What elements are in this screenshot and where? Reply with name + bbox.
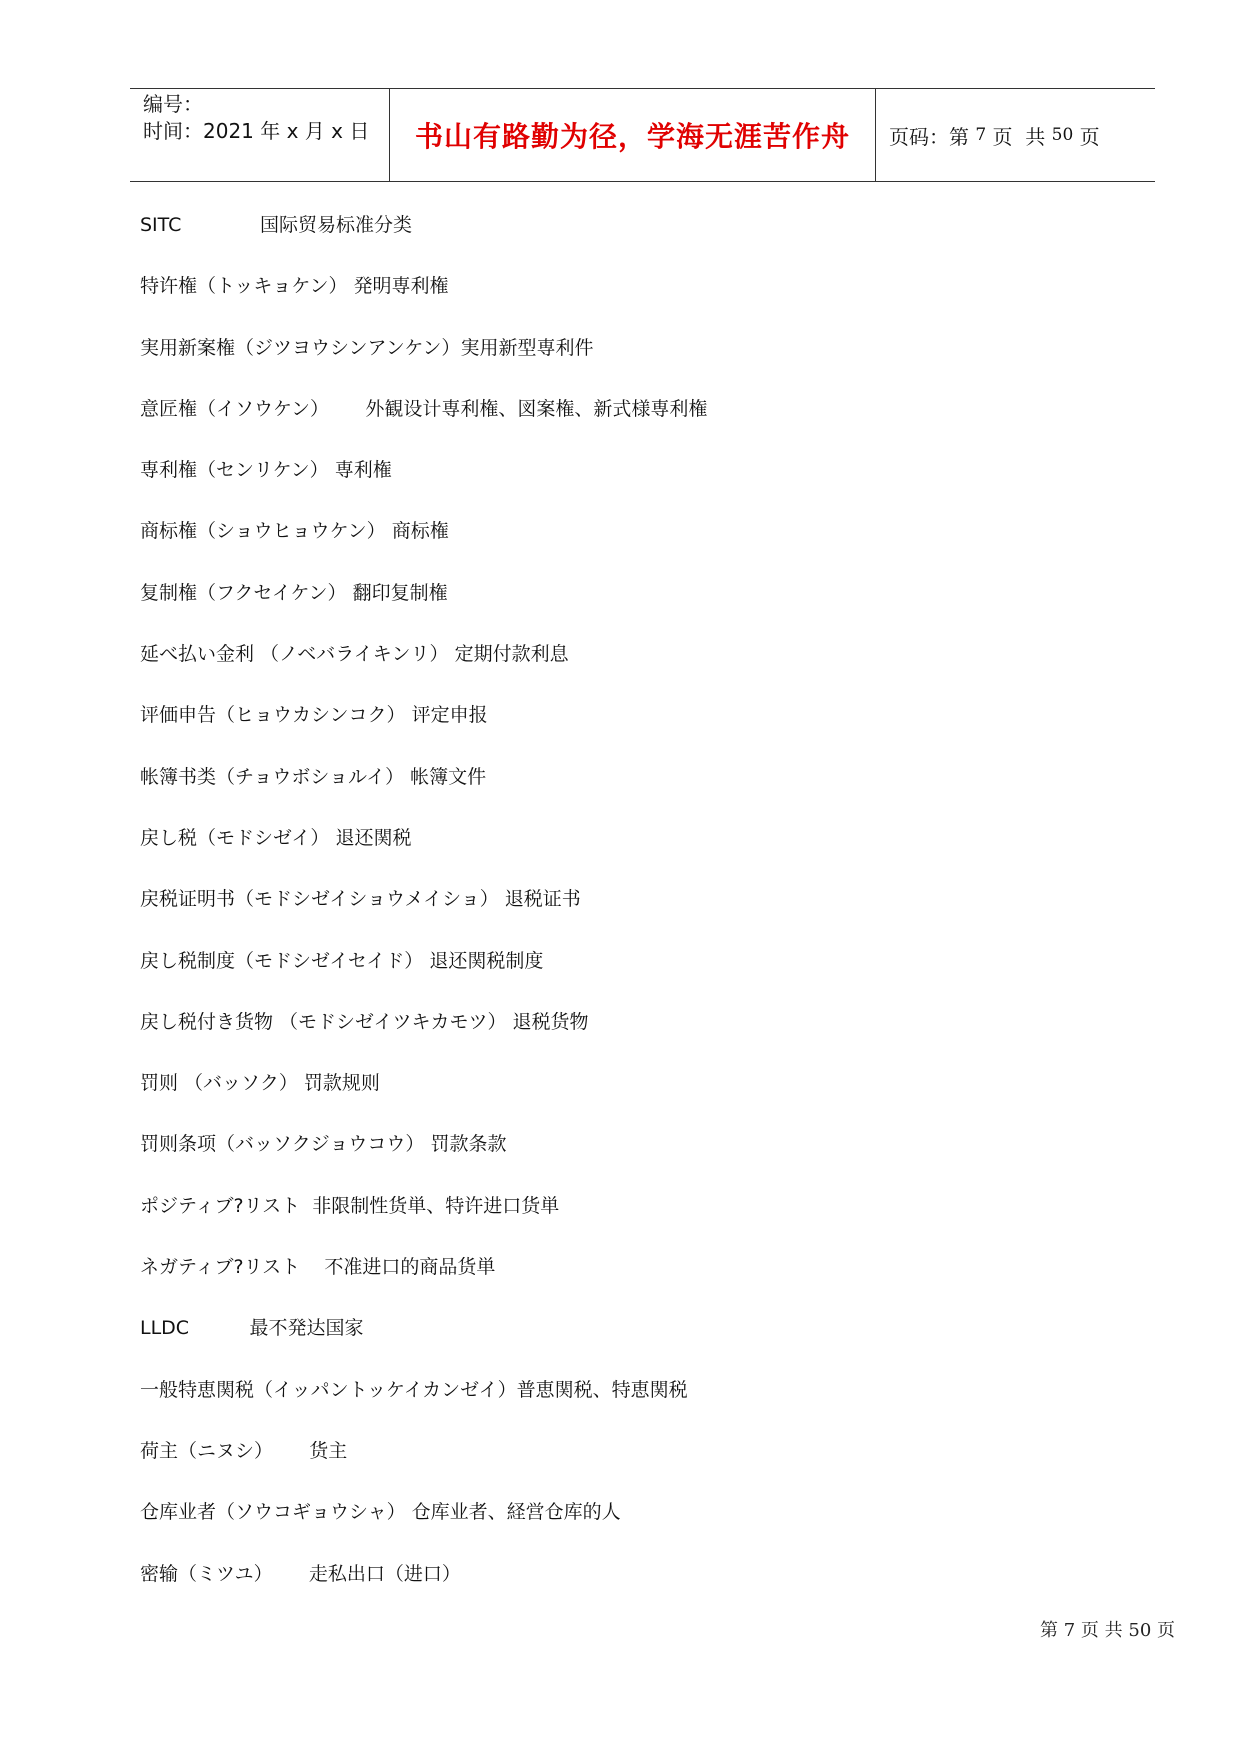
document-number-label: 编号： <box>143 92 203 116</box>
glossary-list <box>140 205 1140 1615</box>
entry-term: 罚则条项（バッソクジョウコウ） <box>140 1133 425 1156</box>
list-item <box>140 1247 1140 1308</box>
list-item <box>140 879 1140 940</box>
entry-term: ポジティブ?リスト <box>140 1194 301 1217</box>
entry-meaning: 罚款条款 <box>430 1133 507 1156</box>
entry-meaning: 非限制性货単、特许进口货単 <box>312 1194 560 1217</box>
entry-term: 戻税证明书（モドシゼイショウメイショ） <box>140 888 499 911</box>
list-item <box>140 1492 1140 1553</box>
entry-meaning: 外観设计専利権、図案権、新式様専利権 <box>365 397 708 420</box>
list-item <box>140 450 1140 511</box>
entry-spacer <box>273 1563 309 1585</box>
list-item <box>140 695 1140 756</box>
header-motto: 书山有路勤为径，学海无涯苦作舟 <box>390 89 876 181</box>
list-item <box>140 634 1140 695</box>
entry-term: 一般特恵関税（イッパントッケイカンゼイ） <box>140 1378 517 1401</box>
entry-meaning: 仓库业者、経営仓库的人 <box>411 1501 621 1524</box>
entry-spacer <box>329 398 365 420</box>
list-item <box>140 941 1140 1002</box>
entry-meaning: 评定申报 <box>411 704 488 727</box>
list-item <box>140 1308 1140 1369</box>
list-item <box>140 1431 1140 1492</box>
entry-spacer <box>273 1440 309 1462</box>
entry-meaning: 実用新型専利件 <box>460 336 594 359</box>
entry-term: 意匠権（イソウケン） <box>140 397 330 420</box>
list-item <box>140 266 1140 327</box>
entry-meaning: 罚款规则 <box>303 1072 380 1095</box>
entry-term: 延べ払い金利 （ノベバライキンリ） <box>140 643 449 666</box>
entry-term: 帐簿书类（チョウボショルイ） <box>140 765 405 788</box>
list-item <box>140 1186 1140 1247</box>
entry-term: LLDC <box>140 1317 190 1340</box>
entry-meaning: 翻印复制権 <box>352 581 448 604</box>
header-page-info <box>876 89 1155 181</box>
entry-meaning: 不准进口的商品货単 <box>324 1256 496 1279</box>
entry-term: 戻し税制度（モドシゼイセイド） <box>140 949 424 972</box>
list-item <box>140 389 1140 450</box>
entry-term: 実用新案権（ジツヨウシンアンケン） <box>140 336 461 359</box>
entry-term: 商标権（ショウヒョウケン） <box>140 520 386 543</box>
entry-meaning: 走私出口（进口） <box>308 1562 461 1585</box>
entry-meaning: 帐簿文件 <box>410 765 487 788</box>
entry-term: 特许権（トッキョケン） <box>140 275 348 298</box>
list-item <box>140 205 1140 266</box>
entry-term: 复制権（フクセイケン） <box>140 581 347 604</box>
entry-meaning: 最不発达国家 <box>249 1317 364 1340</box>
list-item <box>140 511 1140 572</box>
page-mid: 页 共 <box>986 124 1052 149</box>
entry-meaning: 発明専利権 <box>353 275 449 298</box>
entry-term: 密输（ミツユ） <box>140 1562 273 1585</box>
page-total: 50 <box>1051 125 1074 145</box>
entry-term: 戻し税付き货物 （モドシゼイツキカモツ） <box>140 1010 507 1033</box>
entry-spacer <box>300 1256 324 1278</box>
entry-term: 荷主（ニヌシ） <box>140 1439 274 1462</box>
entry-meaning: 専利権 <box>334 459 392 482</box>
list-item <box>140 1063 1140 1124</box>
list-item <box>140 757 1140 818</box>
entry-meaning: 退还関税 <box>335 826 412 849</box>
page-suffix: 页 <box>1073 124 1100 149</box>
page-header <box>130 88 1155 182</box>
entry-meaning: 商标権 <box>391 520 449 543</box>
entry-term: 仓库业者（ソウコギョウシャ） <box>140 1501 406 1524</box>
entry-spacer <box>181 214 260 236</box>
document-time-label: 时间：2021 年 x 月 x 日 <box>143 119 370 143</box>
header-meta-cell <box>130 89 390 181</box>
list-item <box>140 1124 1140 1185</box>
list-item <box>140 818 1140 879</box>
entry-meaning: 退税货物 <box>512 1010 589 1033</box>
entry-meaning: 定期付款利息 <box>454 643 569 666</box>
list-item <box>140 1554 1140 1615</box>
page-footer: 第 7 页 共 50 页 <box>1040 1620 1175 1641</box>
entry-term: 戻し税（モドシゼイ） <box>140 826 330 849</box>
entry-term: 罚则 （バッソク） <box>140 1072 298 1095</box>
list-item <box>140 573 1140 634</box>
entry-spacer <box>189 1317 249 1339</box>
page-prefix: 页码：第 <box>889 124 976 149</box>
entry-term: ネガティブ?リスト <box>140 1256 301 1279</box>
entry-meaning: 普恵関税、特恵関税 <box>516 1378 688 1401</box>
entry-term: 専利権（センリケン） <box>140 459 329 482</box>
list-item <box>140 1370 1140 1431</box>
entry-meaning: 退税证书 <box>504 888 581 911</box>
entry-meaning: 退还関税制度 <box>429 949 544 972</box>
entry-spacer <box>300 1195 312 1217</box>
list-item <box>140 328 1140 389</box>
entry-meaning: 货主 <box>309 1439 348 1462</box>
entry-term: 评価申告（ヒョウカシンコク） <box>140 704 406 727</box>
entry-meaning: 国际贸易标准分类 <box>259 214 412 236</box>
page-number: 7 <box>975 125 987 145</box>
entry-term: SITC <box>140 214 182 236</box>
list-item <box>140 1002 1140 1063</box>
